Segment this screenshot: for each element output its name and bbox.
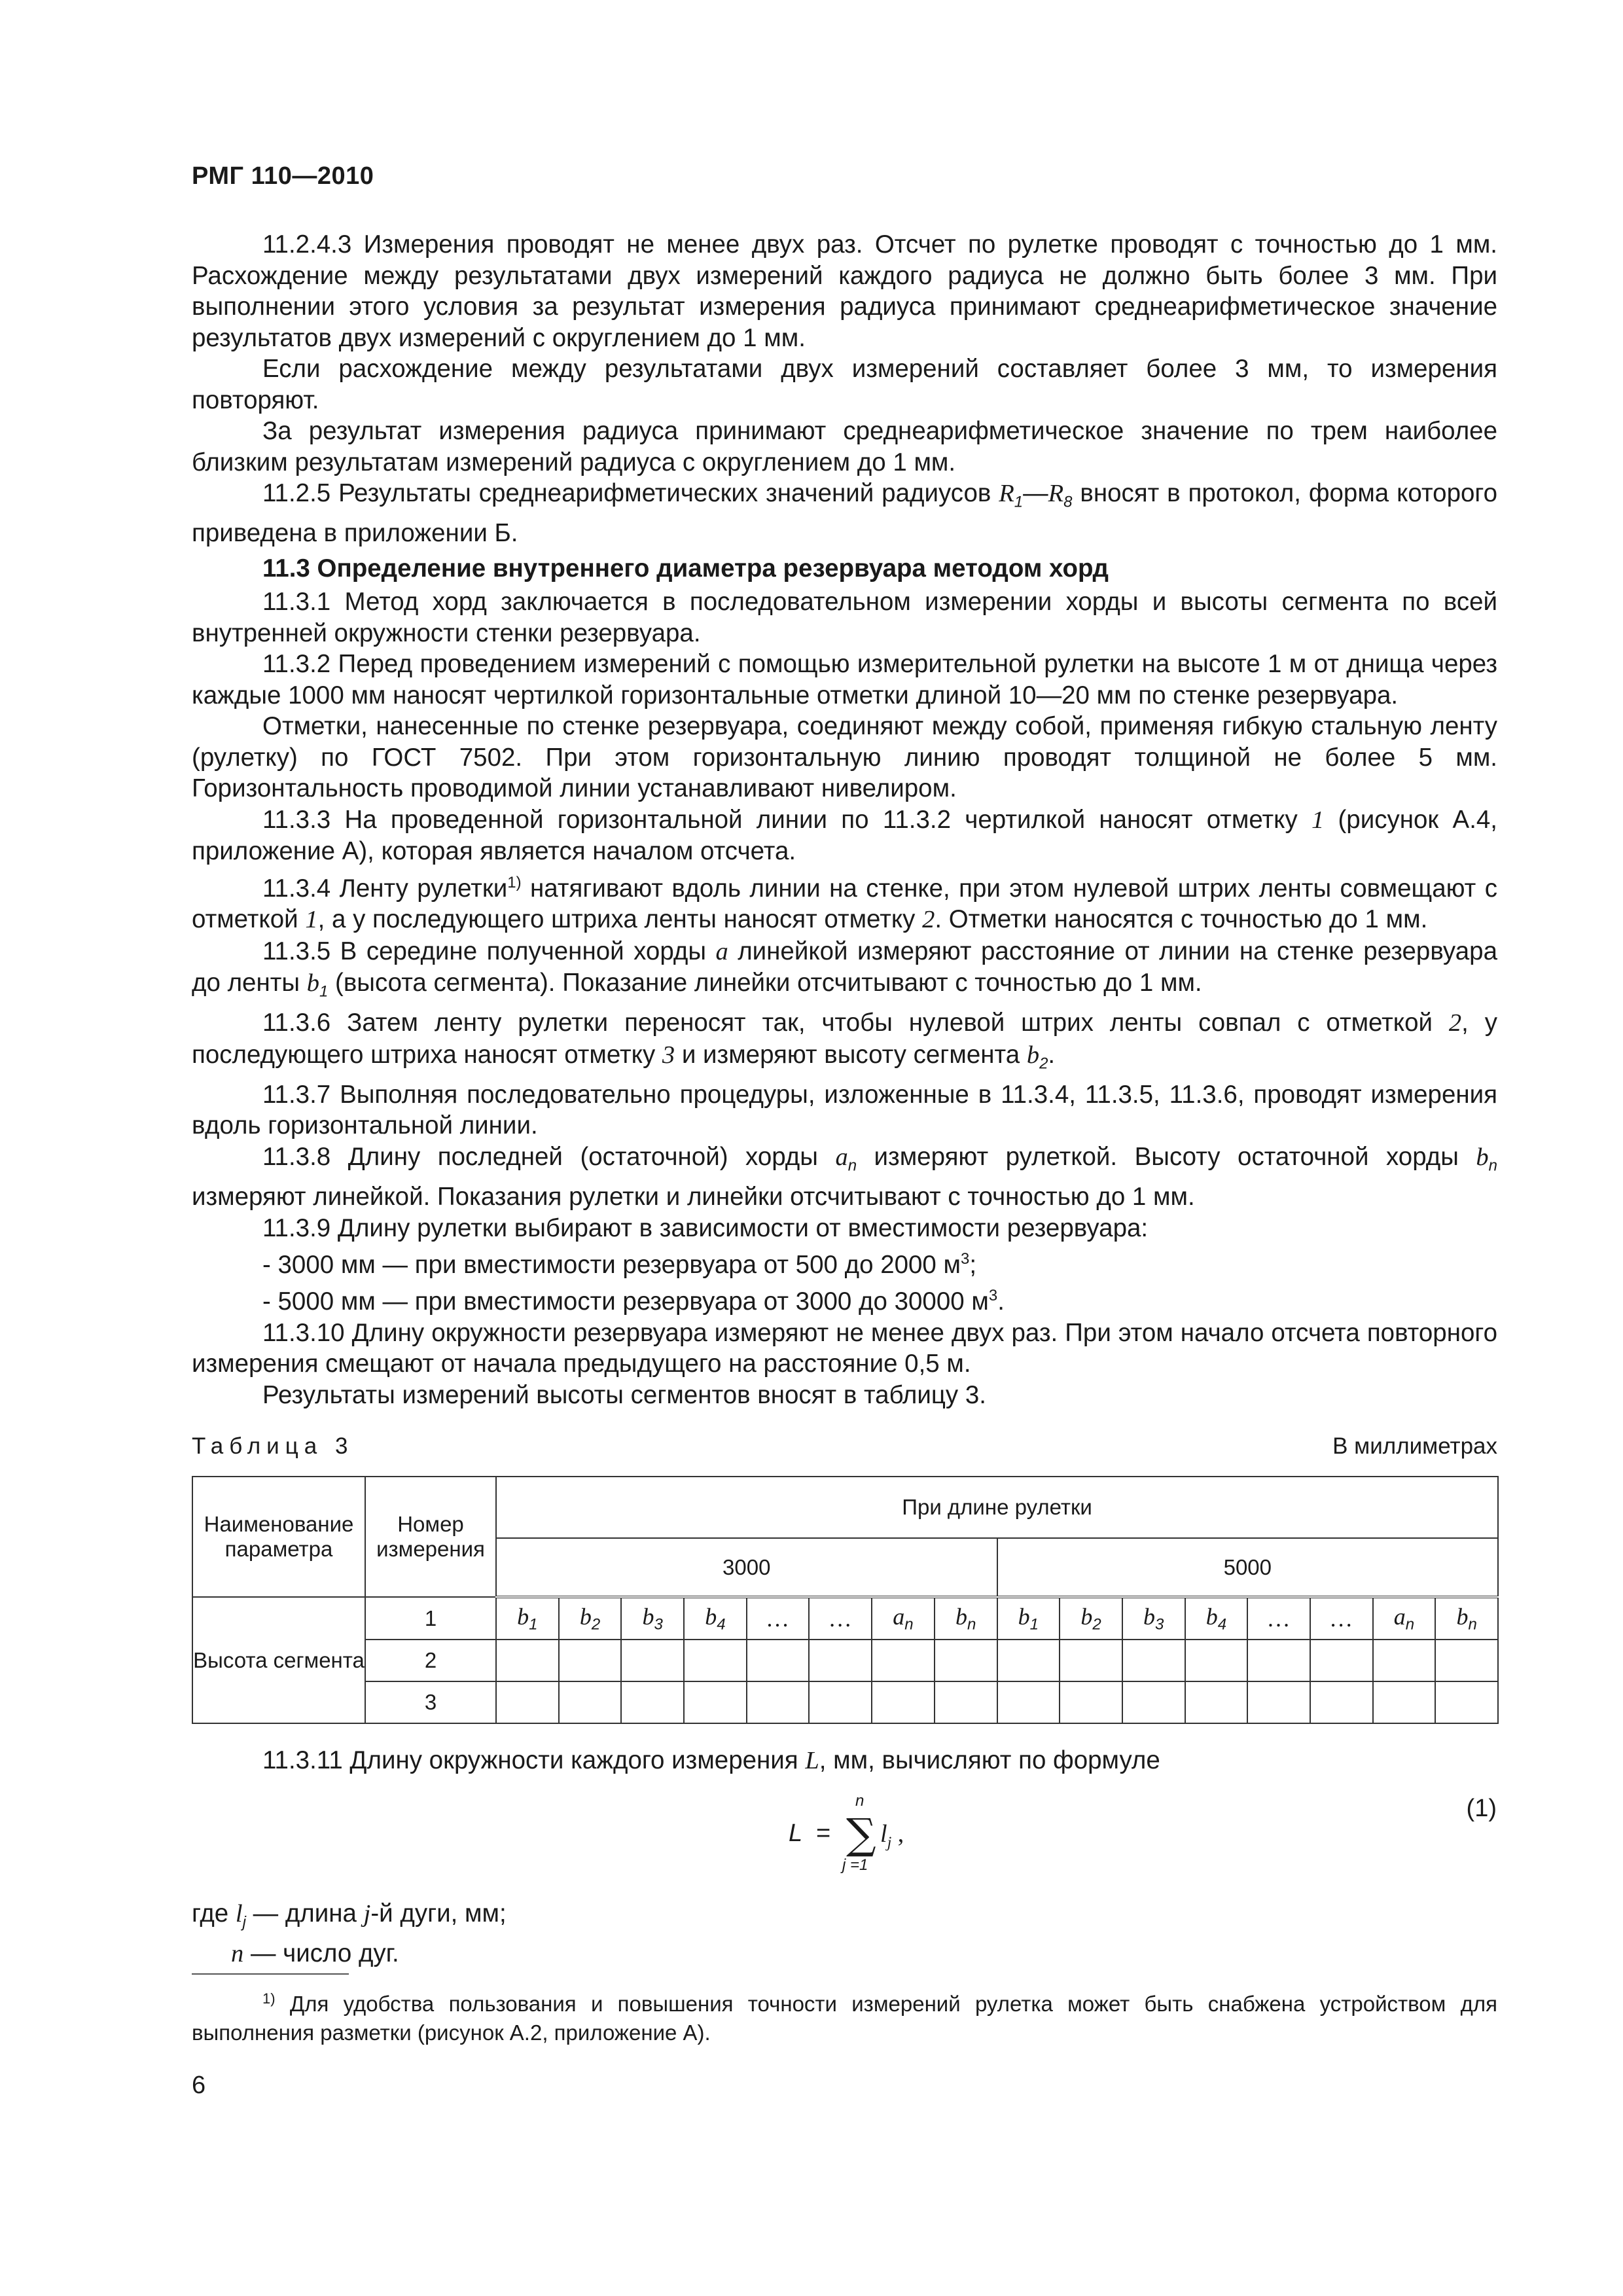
- paragraph-result: За результат измерения радиуса принимают среднеарифметическое значение по трем наиболее близким результатам измерений радиуса с округлением до 1 мм.: [192, 417, 1497, 476]
- paragraph-11-3-11: 11.3.11 Длину окружности каждого измерения L, мм, вычисляют по формуле: [262, 1746, 1160, 1774]
- empty-cell: [1373, 1681, 1436, 1723]
- empty-cell: [1310, 1681, 1373, 1723]
- empty-cell: [1435, 1640, 1498, 1681]
- row-label-segment-height: Высота сегмента: [192, 1597, 365, 1723]
- empty-cell: [747, 1681, 810, 1723]
- footnote-ref: 1): [507, 873, 522, 891]
- empty-cell: [1373, 1640, 1436, 1681]
- formula-term: $l_j$ ,: [880, 1820, 904, 1852]
- paragraph-11-2-5: 11.2.5 Результаты среднеарифметических значений радиусов $R_1—R_8$ вносят в протокол, форма которого приведена в приложении Б.: [192, 479, 1497, 548]
- symbol-cell: $b_n$: [1435, 1597, 1498, 1640]
- empty-cell: [1122, 1640, 1185, 1681]
- page-number: 6: [192, 2072, 206, 2099]
- header-5000: 5000: [997, 1538, 1499, 1597]
- legend-line-n: n — число дуг.: [231, 1939, 399, 1967]
- symbol-cell: $b_n$: [935, 1597, 997, 1640]
- formula-lhs: L: [789, 1820, 803, 1847]
- empty-cell: [559, 1681, 622, 1723]
- symbol-cell: $b_3$: [621, 1597, 684, 1640]
- paragraph-11-3-1: 11.3.1 Метод хорд заключается в последовательном измерении хорды и высоты сегмента по всей внутренней окружности стенки резервуара.: [192, 588, 1497, 647]
- list-item-3000: - 3000 мм — при вместимости резервуара от 500 до 2000 м$^3$;: [262, 1250, 977, 1279]
- paragraph-11-2-4-3: 11.2.4.3 Измерения проводят не менее двух раз. Отсчет по рулетке проводят с точностью до 1 мм. Расхождение между результатами двух измерений каждого радиуса не должно быть более 3 мм. При выполнении этого условия за результат измерения радиуса принимают среднеарифметическое значение результатов двух измерений с округлением до 1 мм.: [192, 230, 1497, 352]
- symbol-cell: $b_4$: [684, 1597, 747, 1640]
- empty-cell: [997, 1681, 1060, 1723]
- footnote-divider: [192, 1973, 349, 1975]
- empty-cell: [935, 1640, 997, 1681]
- paragraph-11-3-4: 11.3.4 Ленту рулетки$^{1)}$ натягивают вдоль линии на стенке, при этом нулевой штрих ленты совмещают с отметкой 1, а у последующего штриха ленты наносят отметку 2. Отметки наносятся с точностью до 1 мм.: [192, 873, 1497, 934]
- symbol-cell: $b_3$: [1122, 1597, 1185, 1640]
- symbol-cell: …: [1310, 1597, 1373, 1640]
- row-number: 1: [365, 1597, 496, 1640]
- empty-cell: [1060, 1640, 1122, 1681]
- footnote: $^{1)}$ Для удобства пользования и повышения точности измерений рулетка может быть снабжена устройством для выполнения разметки (рисунок А.2, приложение А).: [192, 1990, 1497, 2045]
- empty-cell: [935, 1681, 997, 1723]
- symbol-cell: $b_1$: [496, 1597, 559, 1640]
- paragraph-11-3-5: 11.3.5 В середине полученной хорды a линейкой измеряют расстояние от линии на стенке резервуара до ленты $b_1$ (высота сегмента). Показание линейки отсчитывают с точностью до 1 мм.: [192, 937, 1497, 1001]
- formula-legend: [192, 1898, 507, 1969]
- empty-cell: [1185, 1681, 1248, 1723]
- symbol-cell: $a_n$: [872, 1597, 935, 1640]
- symbol-cell: $a_n$: [1373, 1597, 1436, 1640]
- empty-cell: [1247, 1681, 1310, 1723]
- paragraph-marks: Отметки, нанесенные по стенке резервуара, соединяют между собой, применяя гибкую стальную ленту (рулетку) по ГОСТ 7502. При этом горизонтальную линию проводят толщиной не более 5 мм. Горизонтальность проводимой линии устанавливают нивелиром.: [192, 712, 1497, 803]
- empty-cell: [1060, 1681, 1122, 1723]
- empty-cell: [872, 1681, 935, 1723]
- empty-cell: [559, 1640, 622, 1681]
- formula-sum-upper: n: [855, 1792, 865, 1810]
- legend-line-lj: где $l_j$ — длина j-й дуги, мм;: [192, 1899, 507, 1931]
- table-units: В миллиметрах: [1332, 1433, 1497, 1459]
- empty-cell: [1310, 1640, 1373, 1681]
- empty-cell: [1122, 1681, 1185, 1723]
- empty-cell: [621, 1640, 684, 1681]
- empty-cell: [684, 1681, 747, 1723]
- header-parameter-name: Наименование параметра: [192, 1477, 365, 1597]
- section-heading-11-3: 11.3 Определение внутреннего диаметра резервуара методом хорд: [262, 554, 1109, 583]
- formula-equals: =: [816, 1820, 831, 1847]
- header-measurement-number: Номер измерения: [365, 1477, 496, 1597]
- table-title: Таблица 3: [192, 1433, 354, 1459]
- empty-cell: [747, 1640, 810, 1681]
- header-3000: 3000: [496, 1538, 997, 1597]
- paragraph-results: Результаты измерений высоты сегментов вносят в таблицу 3.: [262, 1380, 986, 1409]
- empty-cell: [872, 1640, 935, 1681]
- table-caption: [192, 1433, 1497, 1460]
- symbol-cell: …: [809, 1597, 872, 1640]
- paragraph-11-3-7: 11.3.7 Выполняя последовательно процедуры, изложенные в 11.3.4, 11.3.5, 11.3.6, проводят измерения вдоль горизонтальной линии.: [192, 1080, 1497, 1140]
- row-number: 3: [365, 1681, 496, 1723]
- symbol-cell: …: [747, 1597, 810, 1640]
- empty-cell: [1247, 1640, 1310, 1681]
- body-text: [192, 229, 1497, 1410]
- formula-number: (1): [1466, 1795, 1497, 1822]
- formula-sum-lower: j =1: [842, 1856, 868, 1874]
- symbol-cell: …: [1247, 1597, 1310, 1640]
- empty-cell: [1185, 1640, 1248, 1681]
- table-3: [192, 1476, 1499, 1724]
- paragraph-11-3-3: 11.3.3 На проведенной горизонтальной линии по 11.3.2 чертилкой наносят отметку 1 (рисунок А.4, приложение А), которая является началом отсчета.: [192, 805, 1497, 866]
- paragraph-11-3-6: 11.3.6 Затем ленту рулетки переносят так, чтобы нулевой штрих ленты совпал с отметкой 2, у последующего штриха наносят отметку 3 и измеряют высоту сегмента $b_2$.: [192, 1009, 1497, 1073]
- formula-circumference: [782, 1792, 926, 1877]
- empty-cell: [809, 1640, 872, 1681]
- empty-cell: [496, 1681, 559, 1723]
- empty-cell: [621, 1681, 684, 1723]
- paragraph-11-3-9: 11.3.9 Длину рулетки выбирают в зависимости от вместимости резервуара:: [262, 1213, 1149, 1242]
- symbol-cell: $b_2$: [559, 1597, 622, 1640]
- paragraph-if-difference: Если расхождение между результатами двух измерений составляет более 3 мм, то измерения повторяют.: [192, 355, 1497, 414]
- symbol-cell: $b_4$: [1185, 1597, 1248, 1640]
- paragraph-11-3-8: 11.3.8 Длину последней (остаточной) хорды $a_n$ измеряют рулеткой. Высоту остаточной хорды $b_n$ измеряют линейкой. Показания рулетки и линейки отсчитывают с точностью до 1 мм.: [192, 1142, 1497, 1211]
- document-code-header: РМГ 110—2010: [192, 162, 374, 190]
- empty-cell: [997, 1640, 1060, 1681]
- paragraph-11-3-2: 11.3.2 Перед проведением измерений с помощью измерительной рулетки на высоте 1 м от днища через каждые 1000 мм наносят чертилкой горизонтальные отметки длиной 10—20 мм по стенке резервуара.: [192, 650, 1497, 709]
- header-tape-length: При длине рулетки: [496, 1477, 1498, 1538]
- empty-cell: [1435, 1681, 1498, 1723]
- empty-cell: [809, 1681, 872, 1723]
- empty-cell: [496, 1640, 559, 1681]
- symbol-cell: $b_2$: [1060, 1597, 1122, 1640]
- empty-cell: [684, 1640, 747, 1681]
- summation-icon: ∑: [846, 1810, 876, 1859]
- symbol-cell: $b_1$: [997, 1597, 1060, 1640]
- paragraph-11-3-10: 11.3.10 Длину окружности резервуара измеряют не менее двух раз. При этом начало отсчета повторного измерения смещают от начала предыдущего на расстояние 0,5 м.: [192, 1318, 1497, 1378]
- row-number: 2: [365, 1640, 496, 1681]
- list-item-5000: - 5000 мм — при вместимости резервуара от 3000 до 30000 м$^3$.: [262, 1287, 1005, 1316]
